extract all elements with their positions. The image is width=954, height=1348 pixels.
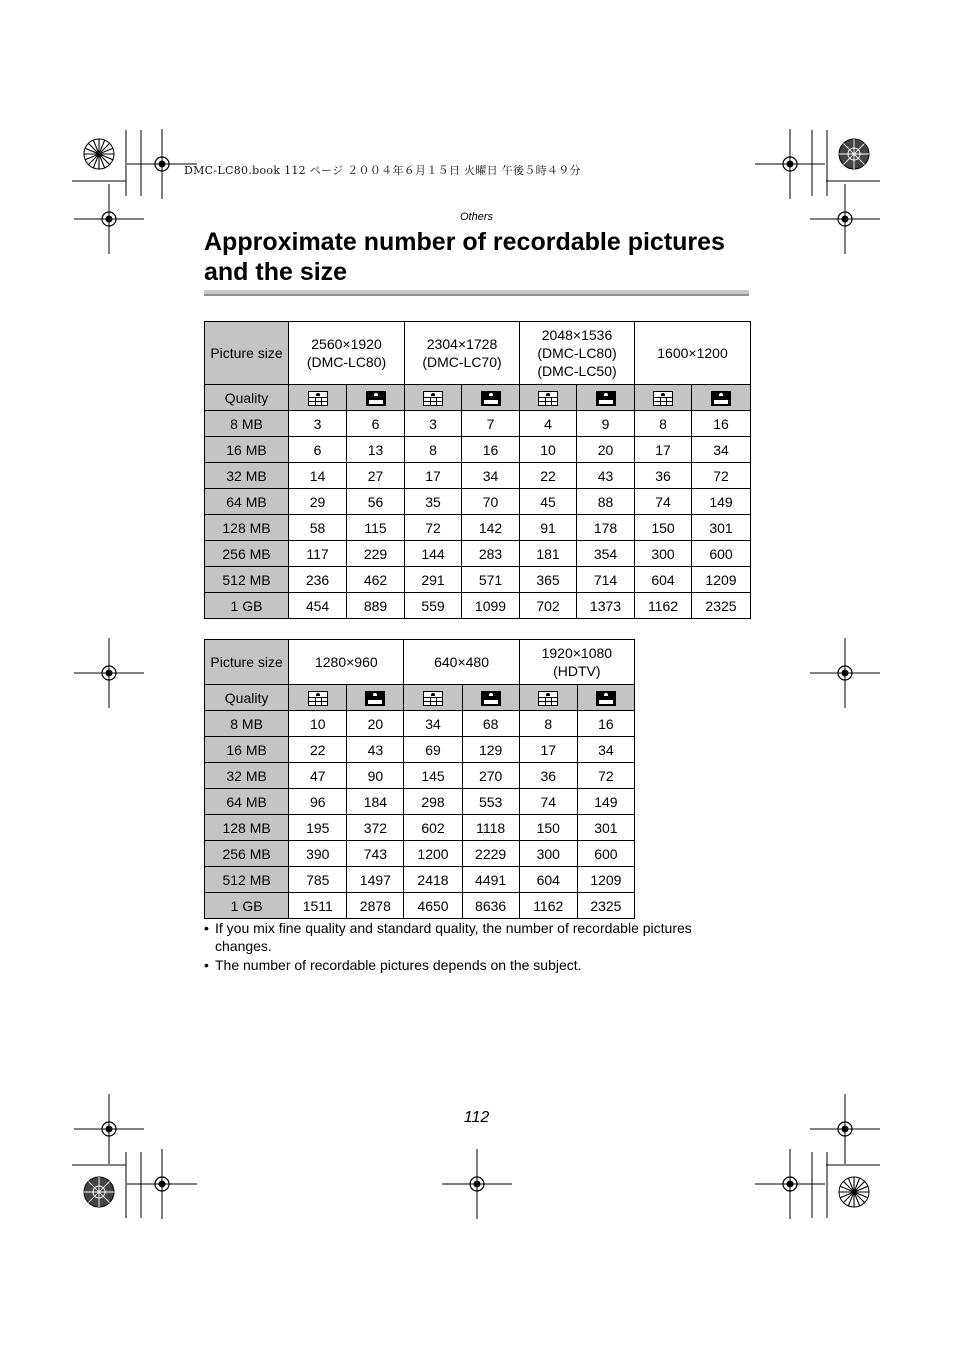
card-capacity: 32 MB [205,463,289,489]
picture-size-header [519,640,634,685]
table-row [205,893,635,919]
picture-count: 27 [347,463,405,489]
picture-count: 6 [347,411,405,437]
quality-header-row [205,385,751,411]
fine-quality-cell [289,385,347,411]
picture-count: 20 [577,437,635,463]
table-row [205,411,751,437]
picture-count: 8 [405,437,462,463]
picture-count: 2418 [404,867,462,893]
picture-size-header [405,322,520,385]
standard-quality-cell [347,385,405,411]
picture-count: 178 [577,515,635,541]
picture-count: 4 [520,411,577,437]
table-row [205,593,751,619]
section-label: Others [459,211,493,223]
picture-count: 298 [404,789,462,815]
table-row [205,867,635,893]
note-item: • The number of recordable pictures depends on the subject. [204,956,749,974]
page-number: 112 [463,1109,490,1126]
card-capacity: 16 MB [205,737,289,763]
picture-size-label: Picture size [205,322,289,385]
standard-quality-icon [365,691,385,706]
picture-size-header [404,640,519,685]
picture-count: 301 [692,515,751,541]
table-row [205,515,751,541]
picture-size-text: 1920×1080 [541,645,613,661]
fine-quality-cell [520,385,577,411]
picture-size-text: 2304×1728 [426,336,498,352]
picture-count: 2325 [692,593,751,619]
picture-size-text: 1280×960 [314,654,378,670]
picture-count: 35 [405,489,462,515]
picture-count: 1373 [577,593,635,619]
picture-count: 283 [462,541,520,567]
fine-quality-cell [405,385,462,411]
picture-count: 7 [462,411,520,437]
picture-count: 2325 [577,893,634,919]
picture-count: 56 [347,489,405,515]
picture-count: 2878 [347,893,404,919]
picture-count: 8636 [462,893,519,919]
picture-count: 16 [462,437,520,463]
card-capacity: 128 MB [205,515,289,541]
card-capacity: 8 MB [205,711,289,737]
table-row [205,711,635,737]
print-slug-line: DMC-LC80.book 112 ページ ２００４年６月１５日 火曜日 午後５時４９分 [184,164,581,177]
recordable-pictures-table-1 [204,321,751,619]
picture-count: 195 [289,815,347,841]
picture-count: 74 [519,789,577,815]
picture-count: 3 [405,411,462,437]
picture-size-text: 2048×1536 [541,327,613,343]
fine-quality-icon [538,691,558,706]
picture-count: 8 [519,711,577,737]
card-capacity: 128 MB [205,815,289,841]
picture-count: 236 [289,567,347,593]
picture-count: 1118 [462,815,519,841]
table-row [205,437,751,463]
picture-count: 1162 [519,893,577,919]
picture-count: 8 [635,411,692,437]
table-row [205,789,635,815]
picture-count: 142 [462,515,520,541]
picture-count: 785 [289,867,347,893]
fine-quality-cell [635,385,692,411]
picture-count: 4650 [404,893,462,919]
standard-quality-cell [577,385,635,411]
picture-count: 45 [520,489,577,515]
fine-quality-cell [289,685,347,711]
picture-count: 889 [347,593,405,619]
picture-count: 43 [577,463,635,489]
picture-count: 36 [635,463,692,489]
picture-count: 69 [404,737,462,763]
picture-count: 29 [289,489,347,515]
picture-count: 150 [519,815,577,841]
picture-size-text: (DMC-LC80) [306,354,387,370]
picture-count: 743 [347,841,404,867]
picture-count: 4491 [462,867,519,893]
standard-quality-icon [366,391,386,406]
table-row [205,463,751,489]
picture-size-header [289,322,405,385]
standard-quality-cell [577,685,634,711]
page-title: Approximate number of recordable pictures and the size [204,228,725,286]
picture-count: 72 [405,515,462,541]
picture-count: 229 [347,541,405,567]
picture-count: 9 [577,411,635,437]
picture-count: 571 [462,567,520,593]
picture-count: 149 [577,789,634,815]
table-row [205,567,751,593]
picture-count: 115 [347,515,405,541]
picture-count: 72 [577,763,634,789]
picture-count: 68 [462,711,519,737]
picture-size-header-row [205,322,751,385]
picture-count: 36 [519,763,577,789]
picture-count: 117 [289,541,347,567]
picture-count: 702 [520,593,577,619]
picture-count: 13 [347,437,405,463]
picture-count: 462 [347,567,405,593]
picture-count: 10 [289,711,347,737]
standard-quality-cell [462,385,520,411]
standard-quality-icon [481,391,501,406]
quality-header-row [205,685,635,711]
table-row [205,489,751,515]
card-capacity: 512 MB [205,867,289,893]
picture-size-header-row [205,640,635,685]
picture-count: 559 [405,593,462,619]
picture-size-text: (DMC-LC80) [537,345,617,361]
picture-count: 47 [289,763,347,789]
picture-count: 270 [462,763,519,789]
picture-count: 372 [347,815,404,841]
notes-list [204,919,749,975]
fine-quality-icon [308,391,328,406]
standard-quality-cell [347,685,404,711]
picture-size-text: (DMC-LC50) [537,363,617,379]
picture-count: 184 [347,789,404,815]
picture-count: 553 [462,789,519,815]
picture-count: 2229 [462,841,519,867]
picture-count: 145 [404,763,462,789]
picture-count: 1162 [635,593,692,619]
standard-quality-cell [462,685,519,711]
picture-count: 88 [577,489,635,515]
picture-count: 454 [289,593,347,619]
picture-count: 72 [692,463,751,489]
fine-quality-icon [423,691,443,706]
quality-label: Quality [205,385,289,411]
picture-count: 129 [462,737,519,763]
picture-size-header [520,322,635,385]
picture-count: 714 [577,567,635,593]
picture-count: 17 [635,437,692,463]
card-capacity: 256 MB [205,541,289,567]
picture-count: 17 [405,463,462,489]
card-capacity: 1 GB [205,893,289,919]
picture-count: 17 [519,737,577,763]
standard-quality-icon [481,691,501,706]
fine-quality-cell [519,685,577,711]
picture-count: 1497 [347,867,404,893]
picture-size-label: Picture size [205,640,289,685]
picture-count: 602 [404,815,462,841]
picture-size-text: 2560×1920 [311,336,382,352]
picture-count: 6 [289,437,347,463]
standard-quality-cell [692,385,751,411]
picture-count: 10 [520,437,577,463]
picture-count: 1209 [577,867,634,893]
table-row [205,815,635,841]
picture-count: 34 [577,737,634,763]
picture-count: 34 [692,437,751,463]
picture-count: 181 [520,541,577,567]
picture-count: 291 [405,567,462,593]
picture-count: 604 [519,867,577,893]
table-row [205,841,635,867]
picture-count: 43 [347,737,404,763]
picture-count: 1209 [692,567,751,593]
picture-count: 74 [635,489,692,515]
picture-count: 34 [462,463,520,489]
recordable-pictures-table-2 [204,639,635,919]
picture-count: 150 [635,515,692,541]
picture-count: 14 [289,463,347,489]
picture-count: 16 [577,711,634,737]
card-capacity: 32 MB [205,763,289,789]
card-capacity: 1 GB [205,593,289,619]
card-capacity: 512 MB [205,567,289,593]
fine-quality-icon [653,391,673,406]
picture-size-text: 1600×1200 [657,345,728,361]
picture-count: 301 [577,815,634,841]
picture-count: 144 [405,541,462,567]
picture-count: 3 [289,411,347,437]
picture-count: 365 [520,567,577,593]
fine-quality-icon [423,391,443,406]
picture-size-text: (DMC-LC70) [422,354,502,370]
fine-quality-cell [404,685,462,711]
picture-count: 91 [520,515,577,541]
card-capacity: 64 MB [205,789,289,815]
picture-count: 58 [289,515,347,541]
table-row [205,541,751,567]
picture-count: 390 [289,841,347,867]
picture-count: 149 [692,489,751,515]
picture-size-header [635,322,751,385]
picture-count: 16 [692,411,751,437]
picture-count: 70 [462,489,520,515]
standard-quality-icon [596,391,616,406]
standard-quality-icon [596,691,616,706]
picture-count: 20 [347,711,404,737]
picture-size-text: 640×480 [434,654,490,670]
picture-count: 90 [347,763,404,789]
fine-quality-icon [538,391,558,406]
picture-count: 600 [692,541,751,567]
picture-count: 354 [577,541,635,567]
picture-count: 96 [289,789,347,815]
picture-count: 1099 [462,593,520,619]
picture-count: 22 [520,463,577,489]
picture-count: 1200 [404,841,462,867]
table-row [205,737,635,763]
picture-count: 22 [289,737,347,763]
picture-size-text: (HDTV) [553,663,601,679]
card-capacity: 256 MB [205,841,289,867]
standard-quality-icon [711,391,731,406]
picture-count: 600 [577,841,634,867]
fine-quality-icon [308,691,328,706]
quality-label: Quality [205,685,289,711]
note-item: • If you mix fine quality and standard quality, the number of recordable pictures changes. [204,919,749,955]
picture-count: 300 [519,841,577,867]
card-capacity: 16 MB [205,437,289,463]
card-capacity: 64 MB [205,489,289,515]
picture-size-header [289,640,404,685]
picture-count: 1511 [289,893,347,919]
table-row [205,763,635,789]
card-capacity: 8 MB [205,411,289,437]
title-rule [204,290,749,296]
picture-count: 34 [404,711,462,737]
picture-count: 300 [635,541,692,567]
picture-count: 604 [635,567,692,593]
